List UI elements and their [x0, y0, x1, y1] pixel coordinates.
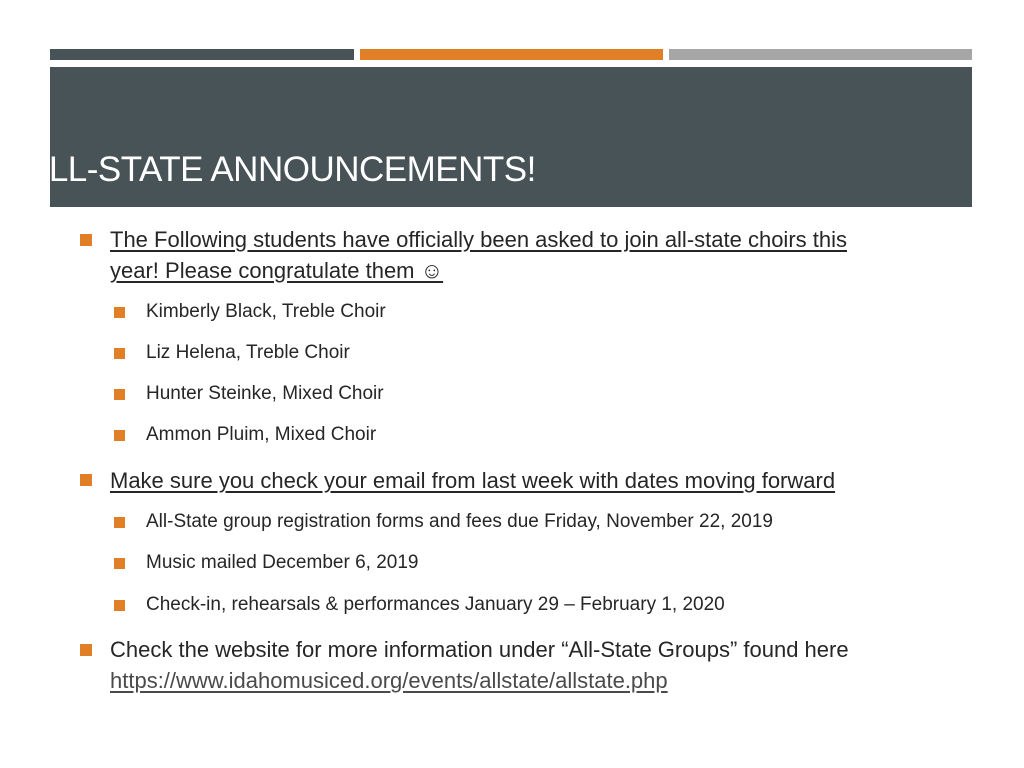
bullet-square-icon	[80, 474, 92, 486]
sub-bullet-square-icon	[114, 517, 125, 528]
sub-bullet-square-icon	[114, 430, 125, 441]
bullet-square-icon	[80, 644, 92, 656]
sub-bullet-square-icon	[114, 389, 125, 400]
sub-bullet-square-icon	[114, 348, 125, 359]
slide-title: ALL-STATE ANNOUNCEMENTS!	[26, 150, 536, 189]
bullet-square-icon	[80, 234, 92, 246]
bullet-1-line-1: The Following students have officially been asked to join all-state choirs this	[110, 227, 847, 252]
sub-bullet-square-icon	[114, 600, 125, 611]
bullet-3-line-1: Check the website for more information under “All-State Groups” found here	[110, 637, 849, 662]
sub-bullet-square-icon	[114, 558, 125, 569]
sub-bullet-2-3: Check-in, rehearsals & performances January 29 – February 1, 2020	[146, 594, 725, 615]
sub-bullet-1-1: Kimberly Black, Treble Choir	[146, 301, 386, 322]
sub-bullet-1-2: Liz Helena, Treble Choir	[146, 342, 350, 363]
sub-bullet-square-icon	[114, 307, 125, 318]
bullet-2-line-1: Make sure you check your email from last week with dates moving forward	[110, 468, 836, 493]
website-link[interactable]: https://www.idahomusiced.org/events/allstate/allstate.php	[110, 668, 668, 693]
sub-bullet-2-1: All-State group registration forms and fees due Friday, November 22, 2019	[146, 511, 773, 532]
sub-bullet-2-2: Music mailed December 6, 2019	[146, 552, 419, 573]
bullet-1-line-2: year! Please congratulate them ☺	[110, 258, 444, 283]
sub-bullet-1-3: Hunter Steinke, Mixed Choir	[146, 383, 384, 404]
sub-bullet-1-4: Ammon Pluim, Mixed Choir	[146, 424, 377, 445]
